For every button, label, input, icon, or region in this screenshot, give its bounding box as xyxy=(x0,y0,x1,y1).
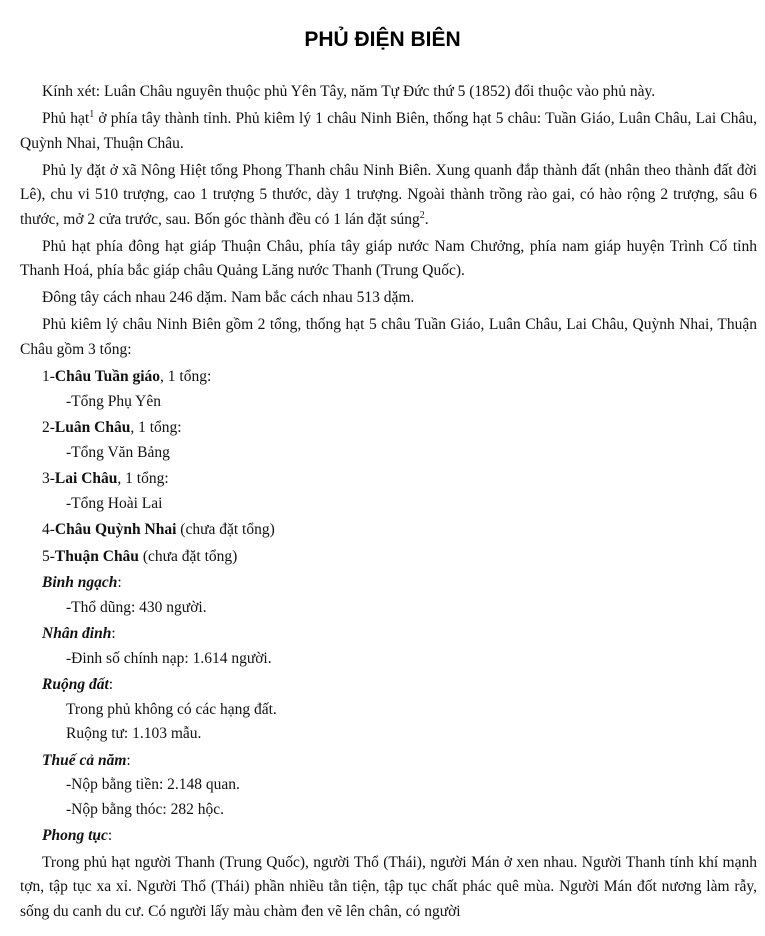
list-item xyxy=(42,416,757,441)
item-name: Thuận Châu xyxy=(54,547,139,565)
paragraph-customs: Trong phủ hạt người Thanh (Trung Quốc), người Thổ (Thái), người Mán ở xen nhau. Người Thanh tính khí mạnh tợn, tập tục xa xỉ. Người Thổ (Thái) phần nhiều tằn tiện, tập tục chất phác quê mùa. Người Mán đốt nương làm rẫy, sống du canh du cư. Có người lấy màu chàm đen vẽ lên chân, có người xyxy=(20,853,757,920)
footnote-ref-1: 1 xyxy=(89,109,95,121)
heading-text: Nhân đinh xyxy=(42,625,112,643)
item-note: , 1 tổng: xyxy=(160,368,212,386)
section-line: -Thổ dũng: 430 người. xyxy=(66,598,207,616)
heading-text: Ruộng đất xyxy=(42,676,109,694)
heading-text: Binh ngạch xyxy=(42,574,118,592)
page-title: PHỦ ĐIỆN BIÊN xyxy=(304,28,461,51)
item-name: Châu Tuần giáo xyxy=(54,368,161,386)
section-heading-thue: Thuế cả năm: xyxy=(42,751,131,769)
footnote-ref-2: 2 xyxy=(419,209,425,221)
paragraph-administration: Phủ kiêm lý châu Ninh Biên gồm 2 tổng, thống hạt 5 châu Tuần Giáo, Luân Châu, Lai Châu, Quỳnh Nhai, Thuận Châu gồm 3 tổng: xyxy=(20,316,757,358)
item-note: (chưa đặt tổng) xyxy=(176,521,275,539)
list-item xyxy=(42,365,757,390)
item-number: 5- xyxy=(42,547,55,565)
paragraph-citadel xyxy=(20,159,757,233)
item-note: , 1 tổng: xyxy=(117,470,169,488)
paragraph-location xyxy=(20,107,757,156)
list-subitem: -Tổng Phụ Yên xyxy=(66,392,161,410)
section-line: -Nộp bằng thóc: 282 hộc. xyxy=(66,800,224,818)
paragraph-text: . xyxy=(424,210,429,228)
section-line: Ruộng tư: 1.103 mẫu. xyxy=(66,725,202,743)
item-name: Luân Châu xyxy=(54,419,131,437)
paragraph-borders: Phủ hạt phía đông hạt giáp Thuận Châu, phía tây giáp nước Nam Chưởng, phía nam giáp huyện Trình Cố tỉnh Thanh Hoá, phía bắc giáp châu Quảng Lăng nước Thanh (Trung Quốc). xyxy=(20,237,757,280)
list-item xyxy=(42,545,757,570)
document-body xyxy=(20,80,757,927)
section-heading-phong-tuc: Phong tục: xyxy=(42,827,113,845)
section-heading-binh-ngach: Binh ngạch: xyxy=(42,574,122,592)
item-number: 2- xyxy=(42,419,55,437)
item-number: 4- xyxy=(42,521,55,539)
paragraph-text: ở phía tây thành tỉnh. Phủ kiêm lý 1 châu Ninh Biên, thống hạt 5 châu: Tuần Giáo, Luân Châu, Lai Châu, Quỳnh Nhai, Thuận Châu. xyxy=(20,110,757,152)
section-line: -Đinh số chính nạp: 1.614 người. xyxy=(66,649,272,667)
heading-text: Thuế cả năm xyxy=(42,751,127,769)
item-number: 1- xyxy=(42,368,55,386)
section-heading-nhan-dinh: Nhân đinh: xyxy=(42,625,116,643)
item-name: Lai Châu xyxy=(54,470,118,488)
paragraph-distance: Đông tây cách nhau 246 dặm. Nam bắc cách nhau 513 dặm. xyxy=(42,289,415,307)
list-subitem: -Tổng Hoài Lai xyxy=(66,494,163,512)
item-name: Châu Quỳnh Nhai xyxy=(54,521,177,539)
item-number: 3- xyxy=(42,470,55,488)
section-line: -Nộp bằng tiền: 2.148 quan. xyxy=(66,776,240,794)
paragraph-text: Phủ ly đặt ở xã Nông Hiệt tổng Phong Thanh châu Ninh Biên. Xung quanh đắp thành đất (nhân theo thành đất đời Lê), chu vi 510 trượng, cao 1 trượng 5 thước, dày 1 trượng. Ngoài thành trồng rào gai, có hào rộng 2 trượng, sâu 6 thước, mở 2 cửa trước, sau. Bốn góc thành đều có 1 lán đặt súng xyxy=(20,161,757,228)
section-line: Trong phủ không có các hạng đất. xyxy=(66,700,277,718)
item-note: , 1 tổng: xyxy=(130,419,182,437)
paragraph-text: Phủ hạt xyxy=(42,110,90,128)
paragraph-intro: Kính xét: Luân Châu nguyên thuộc phủ Yên Tây, năm Tự Đức thứ 5 (1852) đổi thuộc vào phủ này. xyxy=(42,83,656,100)
list-item xyxy=(42,467,757,492)
heading-text: Phong tục xyxy=(42,827,108,845)
list-item xyxy=(42,518,757,543)
chau-list xyxy=(20,365,757,569)
section-heading-ruong-dat: Ruộng đất: xyxy=(42,676,114,694)
item-note: (chưa đặt tổng) xyxy=(138,547,238,565)
list-subitem: -Tổng Văn Bảng xyxy=(66,443,170,461)
